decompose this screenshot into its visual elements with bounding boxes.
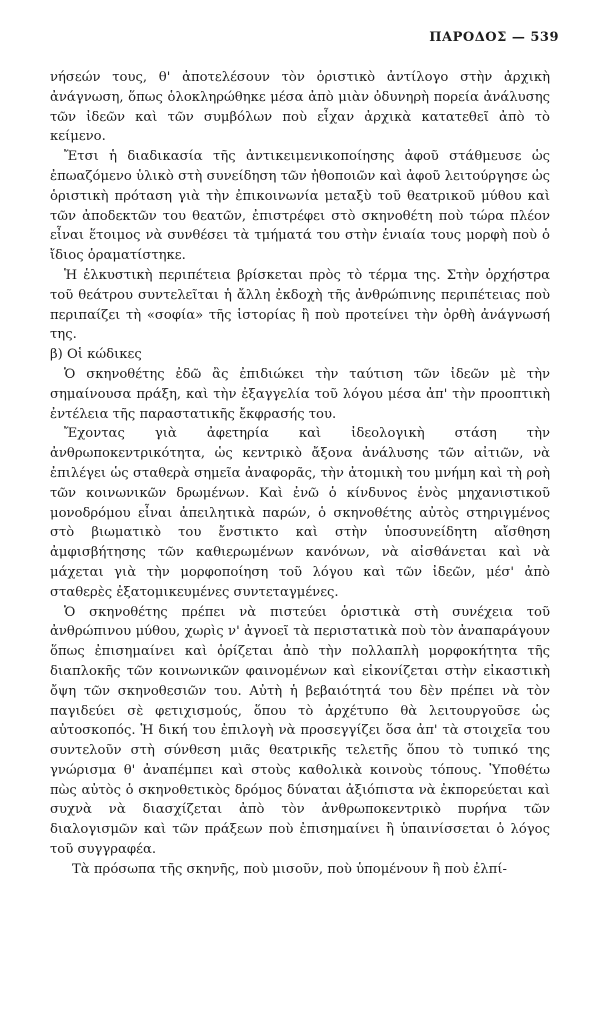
running-header: ΠΑΡΟΔΟΣ — 539 <box>429 30 559 45</box>
paragraph: Ὁ σκηνοθέτης ἐδῶ ἂς ἐπιδιώκει τὴν ταύτιση τῶν ἰδεῶν μὲ τὴν σημαίνουσα πράξη, καὶ τὴν ἐξαγγελία τοῦ λόγου μέσα ἀπ' τὴν προοπτικὴ ἐντέλεια τῆς παραστατικῆς ἔκφρασής του. <box>50 366 550 422</box>
page-body <box>50 68 550 880</box>
paragraph-continuation: νήσεών τους, θ' ἀποτελέσουν τὸν ὁριστικὸ ἀντίλογο στὴν ἀρχικὴ ἀνάγνωση, ὅπως ὁλοκληρώθηκε μέσα ἀπὸ μιὰν ὀδυνηρὴ πορεία ἀνάλυσης τῶν ἰδεῶν καὶ τῶν συμβόλων ποὺ εἶχαν ἀρχικὰ κατατεθεῖ ἀπὸ τὸ κείμενο. <box>50 70 550 145</box>
paragraph: Τὰ πρόσωπα τῆς σκηνῆς, ποὺ μισοῦν, ποὺ ὑπομένουν ἢ ποὺ ἐλπί- <box>72 861 507 877</box>
section-heading: β) Οἱ κώδικες <box>50 347 142 363</box>
paragraph: Ἡ ἑλκυστικὴ περιπέτεια βρίσκεται πρὸς τὸ τέρμα της. Στὴν ὀρχήστρα τοῦ θεάτρου συντελεῖται ἡ ἄλλη ἐκδοχὴ τῆς ἀνθρώπινης περιπέτειας ποὺ περιπαίζει τὴ «σοφία» τῆς ἱστορίας ἢ ποὺ προτείνει τὴν ὀρθὴ ἀνάγνωσή της. <box>50 267 550 343</box>
paragraph: Ἔτσι ἡ διαδικασία τῆς ἀντικειμενικοποίησης ἀφοῦ στάθμευσε ὡς ἐπωαζόμενο ὑλικὸ στὴ συνείδηση τῶν ἠθοποιῶν καὶ ἀφοῦ λειτούργησε ὡς ὁριστικὴ πρόταση γιὰ τὴν ἐπικοινωνία μεταξὺ τοῦ θεατρικοῦ μύθου καὶ τῶν ἀποδεκτῶν του θεατῶν, ἐπιστρέφει στὸ σκηνοθέτη ποὺ τώρα πλέον εἶναι ἕτοιμος νὰ συνθέσει τὰ τμήματά του στὴν ἑνιαία τους μορφὴ ποὺ ὁ ἴδιος ὁραματίστηκε. <box>50 149 550 264</box>
paragraph: Ὁ σκηνοθέτης πρέπει νὰ πιστεύει ὁριστικὰ στὴ συνέχεια τοῦ ἀνθρώπινου μύθου, χωρὶς ν' ἀγνοεῖ τὰ περιστατικὰ ποὺ τὸν ἀναπαράγουν ὅπως ἐπισημαίνει καὶ ὁρίζεται ἀπὸ τὴν πολλαπλὴ μορφοκήτητα τῆς διαπλοκῆς τῶν κοινωνικῶν φαινομένων καὶ εἰκονίζεται στὴν εἰκαστικὴ ὄψη τῶν σκηνοθεσιῶν του. Αὐτὴ ἡ βεβαιότητά του δὲν πρέπει νὰ τὸν παγιδεύει σὲ φετιχισμούς, ὅπου τὸ ἀρχέτυπο θὰ λειτουργοῦσε ὡς αὐτοσκοπός. Ἡ δική του ἐπιλογὴ νὰ προσεγγίζει ὅσα ἀπ' τὰ στοιχεῖα του συντελοῦν στὴ σύνθεση μιᾶς θεατρικῆς τελετῆς ὅπου τὸ τυπικό της γνώρισμα θ' ἀναπέμπει καὶ στοὺς καθολικὰ κοινοὺς τόπους. Ὑποθέτω πὼς αὐτὸς ὁ σκηνοθετικὸς δρόμος δύναται ἀξιόπιστα νὰ ἐκπορεύεται καὶ συχνὰ νὰ διασχίζεται ἀπὸ τὸν ἀνθρωποκεντρικὸ πυρήνα τῶν διαλογισμῶν καὶ τῶν πράξεων ποὺ ἐπισημαίνει ἢ ὑπαινίσσεται ὁ λόγος τοῦ συγγραφέα. <box>50 604 550 858</box>
paragraph: Ἔχοντας γιὰ ἀφετηρία καὶ ἰδεολογικὴ στάση τὴν ἀνθρωποκεντρικότητα, ὡς κεντρικὸ ἄξονα ἀνάλυσης τῶν αἰτιῶν, νὰ ἐπιλέγει ὡς σταθερὰ σημεῖα ἀναφορᾶς, τὴν ἀτομικὴ του μνήμη καὶ τὴ ροὴ τῶν κοινωνικῶν δρωμένων. Καὶ ἐνῶ ὁ κίνδυνος ἑνὸς μηχανιστικοῦ μονοδρόμου εἶναι ἀπειλητικὰ παρών, ὁ σκηνοθέτης αὐτὸς στηριγμένος στὸ βιωματικὸ του ἔνστικτο καὶ στὴν ὑποσυνείδητη αἴσθηση ἀμφισβήτησης τῶν καθιερωμένων κανόνων, νὰ αἰσθάνεται καὶ νὰ μάχεται γιὰ τὴν μορφοποίηση τοῦ λόγου καὶ τῶν ἰδεῶν, μέσ' ἀπὸ σταθερὲς ἐξατομικευμένες συντεταγμένες. <box>50 426 550 600</box>
